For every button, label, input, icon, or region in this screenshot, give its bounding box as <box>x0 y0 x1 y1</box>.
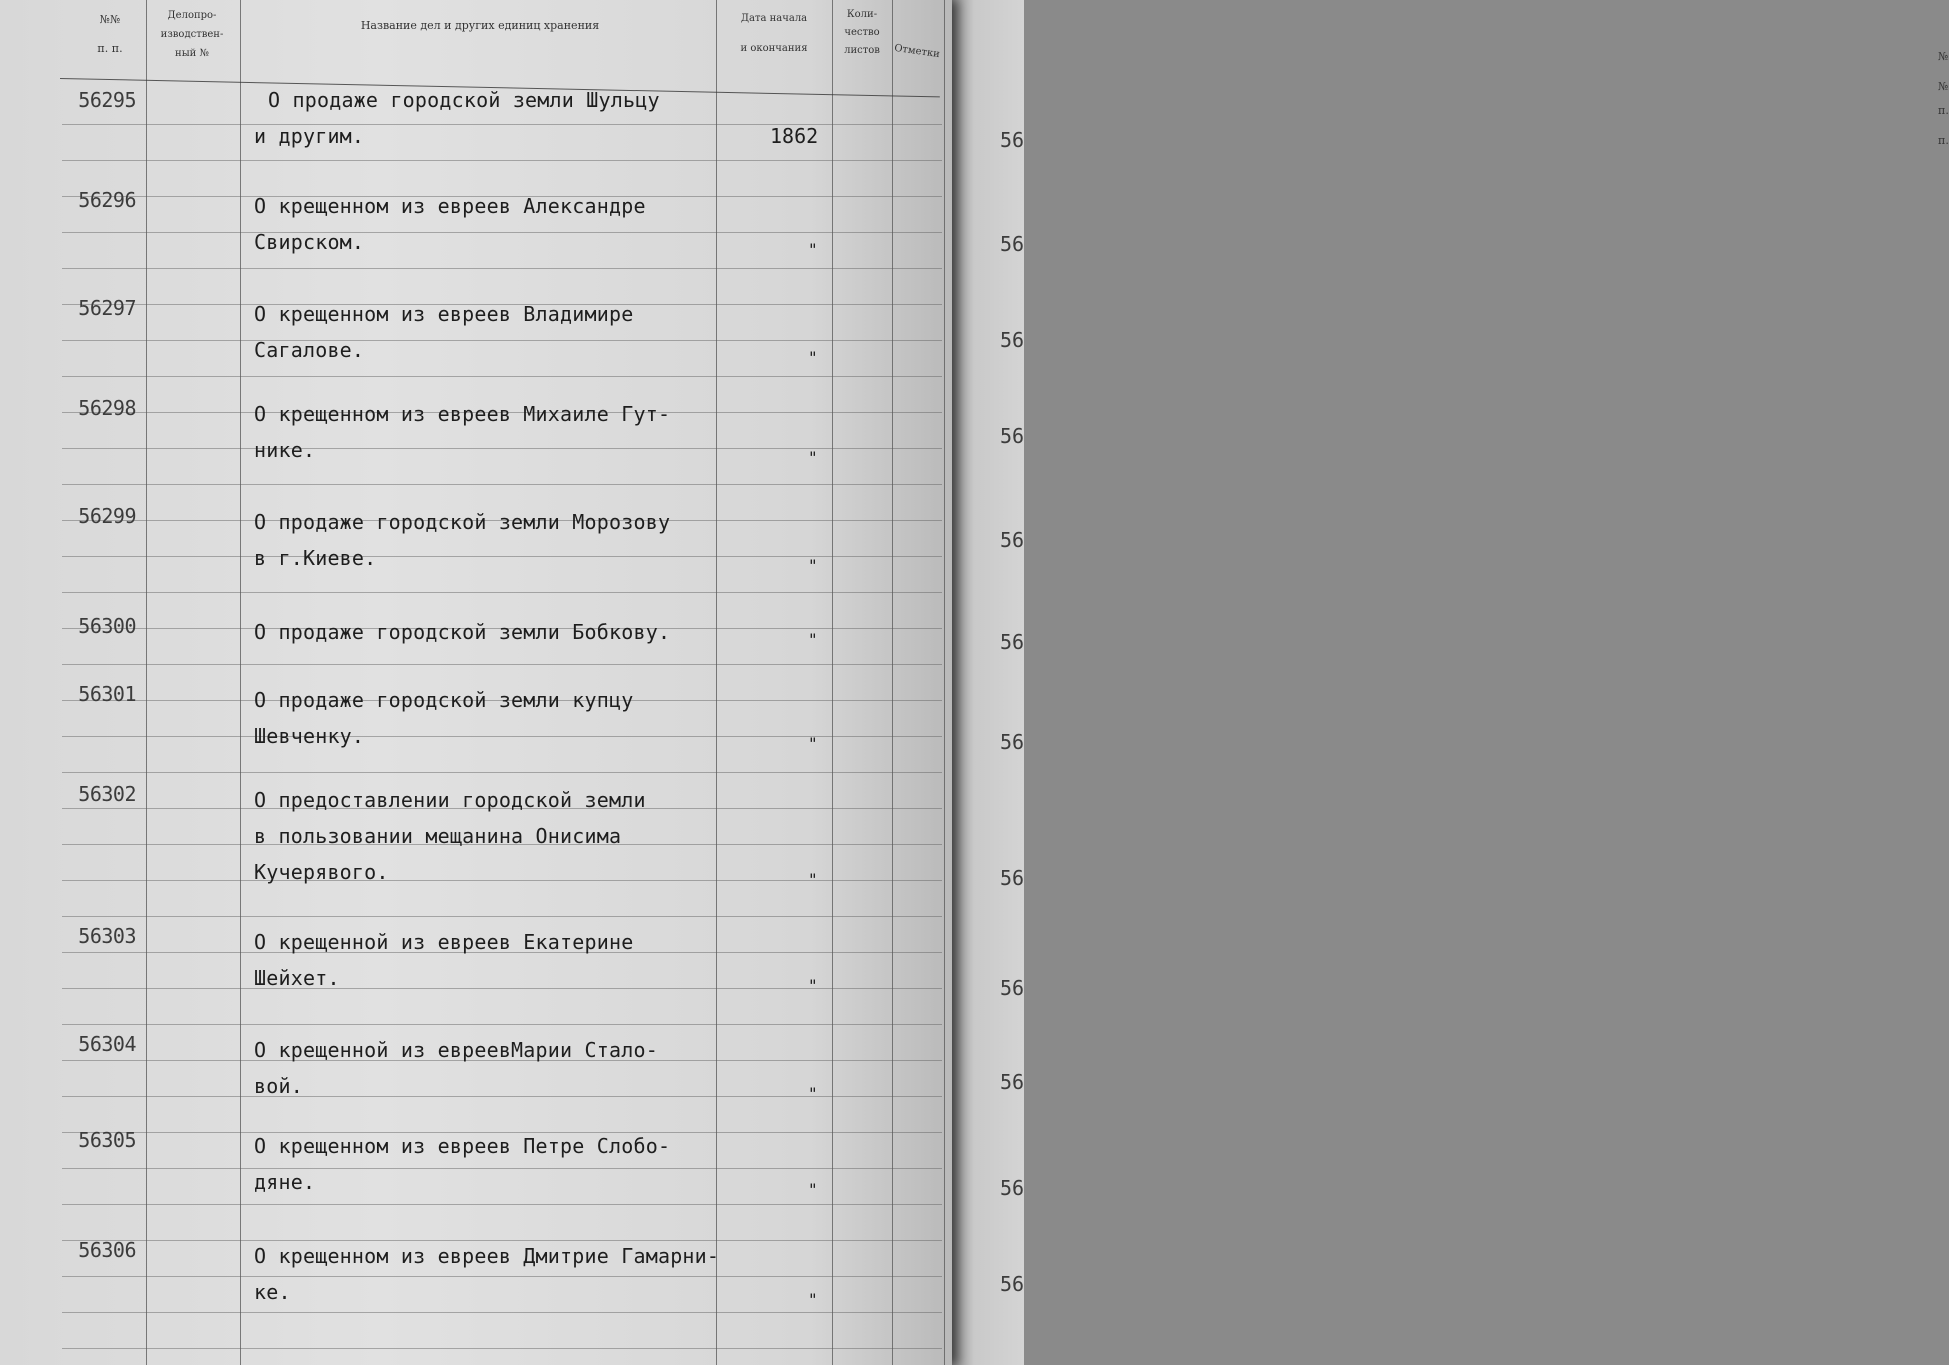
entry-title-line: О продаже городской земли Морозову <box>254 510 671 534</box>
column-rule <box>944 0 945 1365</box>
adjacent-entry-number: 56 <box>1000 128 1025 152</box>
header-number-line1: №№ <box>99 13 121 26</box>
entry-title-line: Кучерявого. <box>254 860 389 884</box>
header-office-line3: ный № <box>175 48 209 59</box>
ditto-mark: " <box>808 976 818 995</box>
entry-title-line: О крещенном из евреев Михаиле Гут- <box>254 402 671 426</box>
entry-title-line: О продаже городской земли купцу <box>254 688 634 712</box>
entry-title-line: вой. <box>254 1074 303 1098</box>
ruled-line <box>62 1132 942 1133</box>
ditto-mark: " <box>808 240 818 259</box>
entry-title-line: О крещенном из евреев Дмитрие Гамарни- <box>254 1244 720 1268</box>
entry-number: 56303 <box>78 924 136 948</box>
header-office-line1: Делопро- <box>167 10 217 21</box>
ruled-line <box>62 1024 942 1025</box>
entry-title-line: О крещенном из евреев Петре Слобо- <box>254 1134 671 1158</box>
header-dates-line2: и окончания <box>740 43 808 54</box>
ruled-line <box>62 484 942 485</box>
entry-number: 56300 <box>78 614 136 638</box>
entry-number: 56301 <box>78 682 136 706</box>
entry-title-line: О крещенном из евреев Владимире <box>254 302 634 326</box>
header-sheets-line2: чество <box>844 27 880 38</box>
adjacent-entry-number: 56 <box>1000 528 1025 552</box>
ditto-mark: " <box>808 630 818 649</box>
entry-title-line: в г.Киеве. <box>254 546 377 570</box>
header-sheets <box>834 6 890 60</box>
ruled-line <box>62 1276 942 1277</box>
header-dates <box>718 4 830 64</box>
column-rule <box>146 0 147 1365</box>
ruled-line <box>62 376 942 377</box>
header-title <box>250 18 710 33</box>
adjacent-header <box>1938 42 1949 156</box>
entry-date: 1862 <box>770 124 819 148</box>
header-dates-line1: Дата начала <box>740 13 808 24</box>
ditto-mark: " <box>808 1084 818 1103</box>
entry-title-line: и другим. <box>254 124 365 148</box>
column-rule <box>716 0 717 1365</box>
ditto-mark: " <box>808 448 818 467</box>
column-rule <box>892 0 893 1365</box>
adjacent-entry-number: 56 <box>1000 1272 1025 1296</box>
ruled-line <box>62 268 942 269</box>
header-sheets-line1: Коли- <box>846 9 878 20</box>
adjacent-entry-number: 56 <box>1000 232 1025 256</box>
ditto-mark: " <box>808 870 818 889</box>
entry-title-line: Свирском. <box>254 230 365 254</box>
entry-title-line: О крещенной из евреев Екатерине <box>254 930 634 954</box>
header-sheets-line3: листов <box>844 45 880 56</box>
ditto-mark: " <box>808 1290 818 1309</box>
adjacent-entry-number: 56 <box>1000 1176 1025 1200</box>
header-notes <box>893 41 941 62</box>
ruled-line <box>62 1240 942 1241</box>
entry-title-line: дяне. <box>254 1170 316 1194</box>
entry-title-line: О продаже городской земли Шульцу <box>268 88 660 112</box>
ruled-line <box>62 1204 942 1205</box>
entry-title-line: О продаже городской земли Бобкову. <box>254 620 671 644</box>
ruled-line <box>62 232 942 233</box>
entry-title-line: ке. <box>254 1280 291 1304</box>
entry-number: 56296 <box>78 188 136 212</box>
entry-title-line: О предоставлении городской земли <box>254 788 646 812</box>
header-office-number <box>146 6 238 63</box>
entry-title-line: Сагалове. <box>254 338 365 362</box>
entry-title-line: Шевченку. <box>254 724 365 748</box>
adjacent-entry-number: 56 <box>1000 630 1025 654</box>
entry-title-line: Шейхет. <box>254 966 340 990</box>
ditto-mark: " <box>808 348 818 367</box>
ruled-line <box>62 1312 942 1313</box>
ruled-line <box>62 160 942 161</box>
entry-number: 56295 <box>78 88 136 112</box>
adjacent-page <box>952 0 1949 1365</box>
ditto-mark: " <box>808 1180 818 1199</box>
adjacent-entry-number: 56 <box>1000 424 1025 448</box>
column-rule <box>240 0 241 1365</box>
header-number <box>80 12 140 56</box>
adjacent-entry-number: 56 <box>1000 1070 1025 1094</box>
adjacent-entry-number: 56 <box>1000 328 1025 352</box>
register-page <box>0 0 952 1365</box>
entry-number: 56304 <box>78 1032 136 1056</box>
header-office-line2: изводствен- <box>160 29 224 40</box>
header-title-text: Название дел и других единиц хранения <box>360 19 600 32</box>
column-rule <box>832 0 833 1365</box>
entry-number: 56302 <box>78 782 136 806</box>
entry-number: 56299 <box>78 504 136 528</box>
entry-number: 56305 <box>78 1128 136 1152</box>
ditto-mark: " <box>808 556 818 575</box>
entry-number: 56298 <box>78 396 136 420</box>
adjacent-entry-number: 56 <box>1000 866 1025 890</box>
ruled-line <box>62 772 942 773</box>
ditto-mark: " <box>808 734 818 753</box>
header-notes-text: Отметки <box>893 42 941 61</box>
ruled-line <box>62 1168 942 1169</box>
ruled-line <box>62 1348 942 1349</box>
ruled-line <box>62 916 942 917</box>
entry-number: 56297 <box>78 296 136 320</box>
header-number-line2: п. п. <box>97 42 123 55</box>
entry-title-line: О крещенном из евреев Александре <box>254 194 646 218</box>
adjacent-entry-number: 56 <box>1000 976 1025 1000</box>
entry-title-line: нике. <box>254 438 316 462</box>
ruled-line <box>62 340 942 341</box>
entry-number: 56306 <box>78 1238 136 1262</box>
adjacent-entry-number: 56 <box>1000 730 1025 754</box>
entry-title-line: О крещенной из евреевМарии Стало- <box>254 1038 658 1062</box>
entry-title-line: в пользовании мещанина Онисима <box>254 824 622 848</box>
adjacent-header-pp: п. п. <box>1938 104 1949 147</box>
ruled-line <box>62 592 942 593</box>
ruled-line <box>62 664 942 665</box>
adjacent-header-number: №№ <box>1938 50 1949 93</box>
